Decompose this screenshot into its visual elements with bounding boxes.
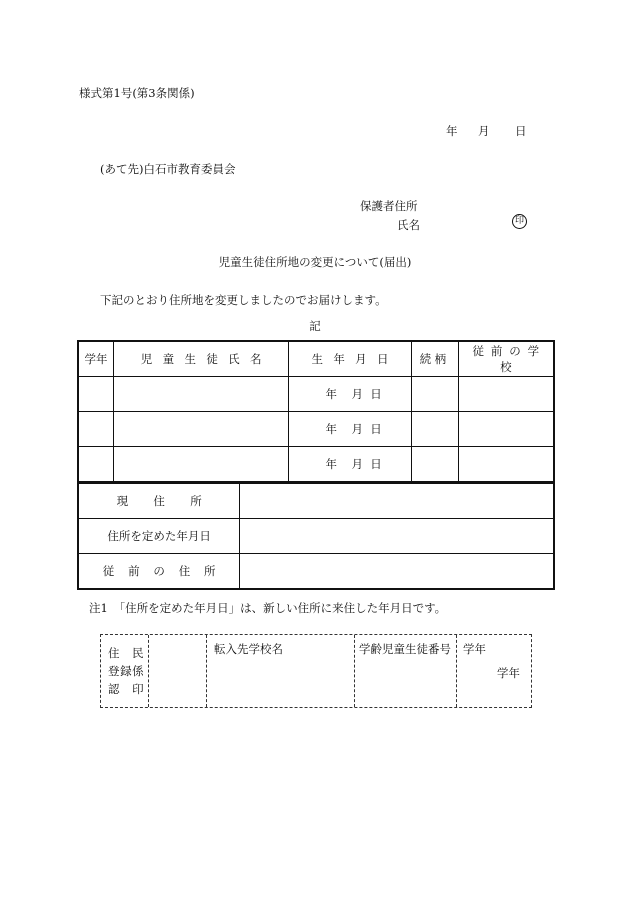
table-row [78,447,554,483]
stamp-divider [206,635,207,707]
date-line [446,123,527,139]
stamp-divider [148,635,149,707]
cell-grade[interactable] [78,377,114,412]
guardian-name-label: 氏名 [397,218,420,232]
header-name: 児童生徒氏名 [114,341,289,377]
cell-relation[interactable] [411,447,458,483]
cell-grade[interactable] [78,412,114,447]
cell-birthdate[interactable] [289,412,411,447]
form-number: 様式第1号(第3条関係) [79,86,195,100]
cell-relation[interactable] [411,412,458,447]
table-row [78,519,554,554]
cell-year: 年 [325,457,338,471]
address-table [77,483,555,590]
header-birthdate: 生年月日 [289,341,411,377]
date-day: 日 [515,124,527,138]
cell-birthdate[interactable] [289,377,411,412]
table-row [78,484,554,519]
stamp-label-line: 認 印 [108,682,145,696]
cell-day: 日 [370,387,382,401]
date-month: 月 [478,124,490,138]
cell-grade[interactable] [78,447,114,483]
note: 注1 「住所を定めた年月日」は、新しい住所に来住した年月日です。 [89,601,447,615]
intro-text: 下記のとおり住所地を変更しましたのでお届けします。 [100,293,387,307]
label-prev-address: 従前の住所 [78,554,240,590]
cell-name[interactable] [114,412,289,447]
cell-relation[interactable] [411,377,458,412]
table-row [78,377,554,412]
cell-year: 年 [325,387,338,401]
cell-prev-school[interactable] [458,412,554,447]
ki-heading: 記 [309,319,321,333]
date-year: 年 [446,124,458,138]
stamp-divider [456,635,457,707]
grade-label-bottom: 学年 [497,666,520,680]
table-row [78,412,554,447]
document-title: 児童生徒住所地の変更について(届出) [218,255,412,269]
cell-name[interactable] [114,447,289,483]
table-header-row [78,341,554,377]
field-prev-address[interactable] [240,554,554,590]
cell-month: 月 [351,457,364,471]
seal-mark: 印 [512,214,527,229]
guardian-address-label: 保護者住所 [360,199,418,213]
stamp-box [100,634,532,708]
cell-day: 日 [370,457,382,471]
student-number-label: 学齢児童生徒番号 [359,642,451,656]
field-address-date[interactable] [240,519,554,554]
cell-prev-school[interactable] [458,377,554,412]
cell-prev-school[interactable] [458,447,554,483]
cell-birthdate[interactable] [289,447,411,483]
stamp-label-line: 登録係 [108,664,145,678]
header-relation: 続柄 [411,341,458,377]
cell-day: 日 [370,422,382,436]
cell-name[interactable] [114,377,289,412]
cell-month: 月 [351,387,364,401]
transfer-school-label: 転入先学校名 [214,642,283,656]
header-grade: 学年 [78,341,114,377]
cell-month: 月 [351,422,364,436]
label-address-date: 住所を定めた年月日 [78,519,240,554]
grade-label-top: 学年 [463,642,486,656]
stamp-label-line: 住 民 [108,646,145,660]
field-current-address[interactable] [240,484,554,519]
label-current-address: 現住所 [78,484,240,519]
stamp-label [108,644,144,698]
header-prev-school: 従前の学校 [458,341,554,377]
cell-year: 年 [325,422,338,436]
stamp-divider [354,635,355,707]
table-row [78,554,554,590]
student-table [77,340,555,483]
addressee: (あて先)白石市教育委員会 [100,162,236,176]
